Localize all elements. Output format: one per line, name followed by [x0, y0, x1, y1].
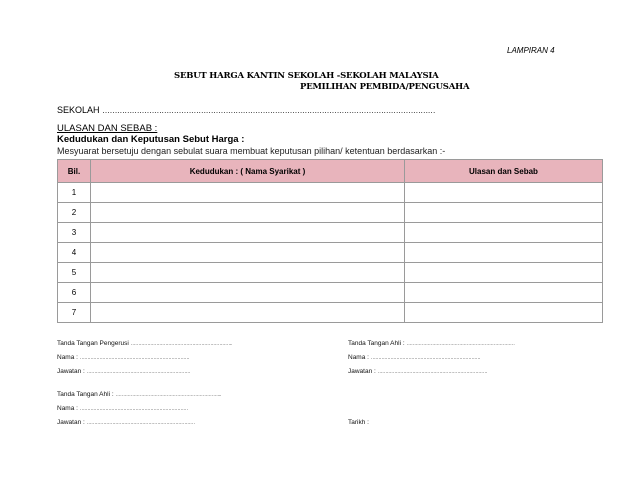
- ahli1-nama-line: [348, 354, 480, 361]
- ahli2-sign-label: Tanda Tangan Ahli :: [57, 391, 114, 398]
- ahli1-jawatan-label: Jawatan :: [348, 368, 376, 375]
- table-row: [58, 243, 603, 263]
- pengerusi-jawatan-label: Jawatan :: [57, 368, 85, 375]
- pengerusi-nama-line: [57, 354, 189, 361]
- ahli1-sign-dots[interactable]: ………………………………………………………………: [406, 341, 515, 347]
- table-row: [58, 303, 603, 323]
- row-ulasan-cell[interactable]: [405, 223, 603, 243]
- ahli2-jawatan-dots[interactable]: ………………………………………………………………: [86, 420, 195, 426]
- document-subtitle: PEMILIHAN PEMBIDA/PENGUSAHA: [300, 82, 470, 92]
- sekolah-field: [57, 105, 435, 115]
- row-kedudukan-cell[interactable]: [91, 223, 405, 243]
- ahli2-sign-dots[interactable]: ……………………………………………………………..: [115, 392, 221, 398]
- ahli1-nama-dots[interactable]: ……………………………………………………………….: [370, 355, 480, 361]
- pengerusi-jawatan-line: [57, 368, 190, 375]
- ahli2-nama-dots[interactable]: ………………………………………………………………: [79, 406, 188, 412]
- row-ulasan-cell[interactable]: [405, 303, 603, 323]
- ahli2-jawatan-line: [57, 419, 195, 426]
- lampiran-label: LAMPIRAN 4: [507, 46, 555, 55]
- row-ulasan-cell[interactable]: [405, 263, 603, 283]
- ahli2-nama-line: [57, 405, 188, 412]
- row-ulasan-cell[interactable]: [405, 283, 603, 303]
- sekolah-label: SEKOLAH: [57, 105, 100, 115]
- table-row: [58, 203, 603, 223]
- ahli2-nama-label: Nama :: [57, 405, 78, 412]
- pengerusi-nama-label: Nama :: [57, 354, 78, 361]
- row-number: 6: [58, 283, 91, 303]
- ahli1-jawatan-line: [348, 368, 487, 375]
- row-kedudukan-cell[interactable]: [91, 263, 405, 283]
- ahli1-nama-label: Nama :: [348, 354, 369, 361]
- ahli2-jawatan-label: Jawatan :: [57, 419, 85, 426]
- ahli1-sign-label: Tanda Tangan Ahli :: [348, 340, 405, 347]
- table-row: [58, 223, 603, 243]
- pengerusi-sign-label: Tanda Tangan Pengerusi: [57, 340, 129, 347]
- row-ulasan-cell[interactable]: [405, 203, 603, 223]
- keputusan-heading: Kedudukan dan Keputusan Sebut Harga :: [57, 134, 245, 145]
- row-kedudukan-cell[interactable]: [91, 203, 405, 223]
- row-kedudukan-cell[interactable]: [91, 183, 405, 203]
- row-ulasan-cell[interactable]: [405, 183, 603, 203]
- mesyuarat-statement: Mesyuarat bersetuju dengan sebulat suara membuat keputusan pilihan/ ketentuan berdasarkan :-: [57, 146, 446, 156]
- row-kedudukan-cell[interactable]: [91, 303, 405, 323]
- row-ulasan-cell[interactable]: [405, 243, 603, 263]
- table-row: [58, 183, 603, 203]
- row-number: 4: [58, 243, 91, 263]
- table-row: [58, 283, 603, 303]
- ahli2-sign-line: [57, 391, 221, 398]
- table-header-row: [58, 160, 603, 183]
- pengerusi-jawatan-dots[interactable]: ……………………………………………………………: [86, 369, 191, 375]
- ahli1-jawatan-dots[interactable]: ……………………………………………………………….: [377, 369, 487, 375]
- row-kedudukan-cell[interactable]: [91, 243, 405, 263]
- pengerusi-nama-dots[interactable]: ……………………………………………………………….: [79, 355, 189, 361]
- header-bil: Bil.: [58, 160, 91, 183]
- row-number: 2: [58, 203, 91, 223]
- tarikh-field[interactable]: Tarikh :: [348, 419, 369, 426]
- row-number: 7: [58, 303, 91, 323]
- pengerusi-sign-line: [57, 340, 231, 347]
- row-kedudukan-cell[interactable]: [91, 283, 405, 303]
- pengerusi-sign-dots[interactable]: …………………………………………………………..: [130, 341, 232, 347]
- document-title: SEBUT HARGA KANTIN SEKOLAH -SEKOLAH MALAYSIA: [174, 71, 439, 81]
- row-number: 5: [58, 263, 91, 283]
- row-number: 1: [58, 183, 91, 203]
- sekolah-dots: ………………………………………………………………………………………………………………………: [102, 106, 436, 115]
- keputusan-table: [57, 159, 603, 323]
- row-number: 3: [58, 223, 91, 243]
- header-ulasan: Ulasan dan Sebab: [405, 160, 603, 183]
- ahli1-sign-line: [348, 340, 514, 347]
- table-row: [58, 263, 603, 283]
- ulasan-heading: ULASAN DAN SEBAB :: [57, 123, 158, 134]
- header-kedudukan: Kedudukan : ( Nama Syarikat ): [91, 160, 405, 183]
